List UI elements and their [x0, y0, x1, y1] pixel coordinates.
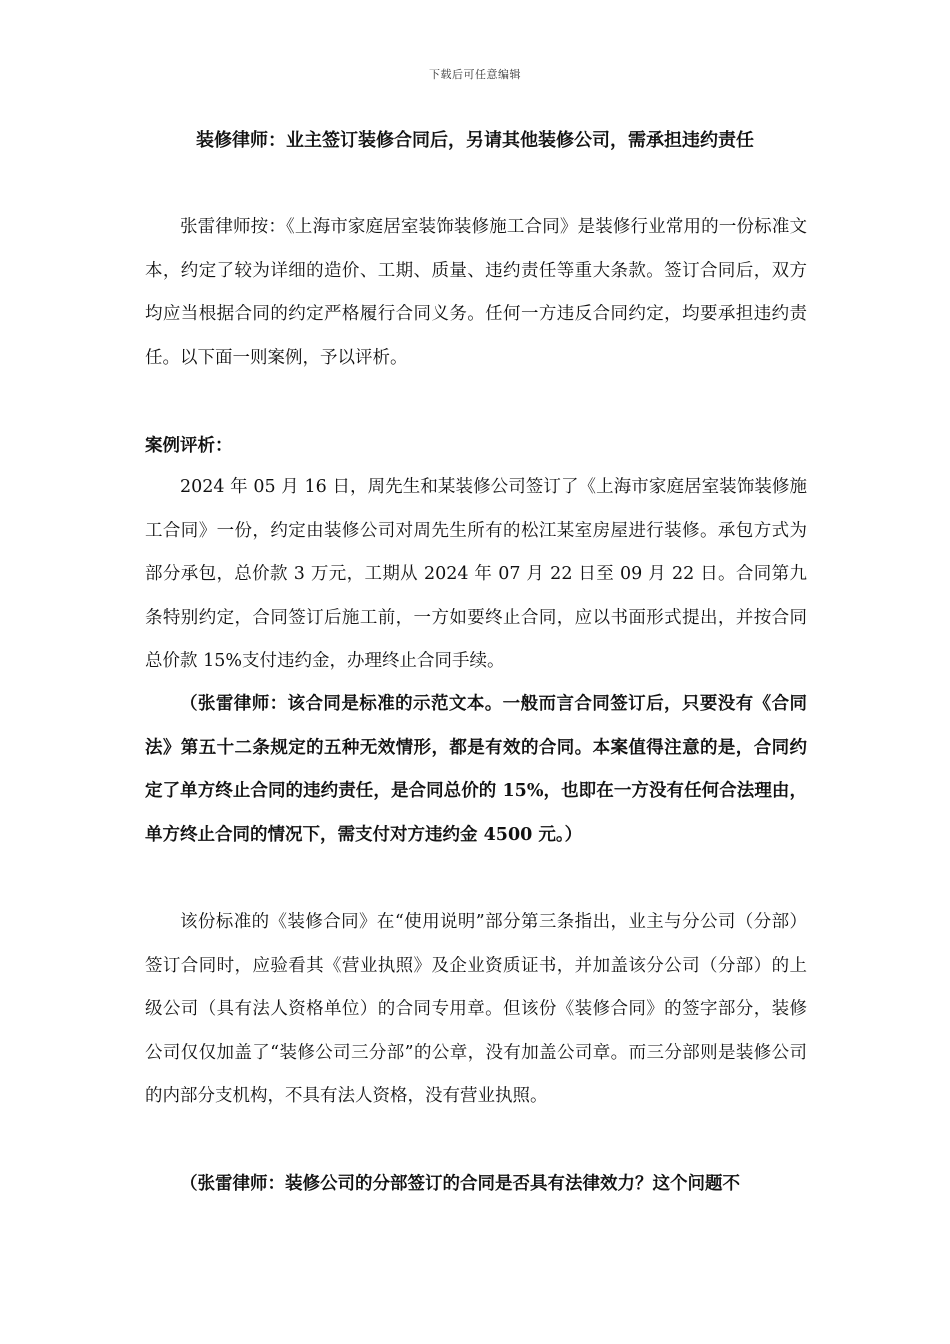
- document-title: 装修律师：业主签订装修合同后，另请其他装修公司，需承担违约责任: [196, 130, 754, 151]
- page-header: 下载后可任意编辑: [429, 68, 521, 81]
- intro-paragraph: 张雷律师按：《上海市家庭居室装饰装修施工合同》是装修行业常用的一份标准文本，约定了较为详细的造价、工期、质量、违约责任等重大条款。签订合同后，双方均应当根据合同的约定严格履行合同义务。任何一方违反合同约定，均要承担违约责任。以下面一则案例，予以评析。: [145, 217, 807, 368]
- section-heading: 案例评析：: [145, 436, 233, 456]
- lawyer-note-1: （张雷律师：该合同是标准的示范文本。一般而言合同签订后，只要没有《合同法》第五十二条规定的五种无效情形，都是有效的合同。本案值得注意的是，合同约定了单方终止合同的违约责任，是合同总价的 15%，也即在一方没有任何合法理由，单方终止合同的情况下，需支付对方违约金 4500 元。）: [145, 694, 807, 845]
- lawyer-note-2: （张雷律师：装修公司的分部签订的合同是否具有法律效力？这个问题不: [180, 1174, 740, 1194]
- contract-paragraph: 该份标准的《装修合同》在“使用说明”部分第三条指出，业主与分公司（分部）签订合同时，应验看其《营业执照》及企业资质证书，并加盖该分公司（分部）的上级公司（具有法人资格单位）的合同专用章。但该份《装修合同》的签字部分，装修公司仅仅加盖了“装修公司三分部”的公章，没有加盖公司章。而三分部则是装修公司的内部分支机构，不具有法人资格，没有营业执照。: [145, 912, 807, 1106]
- case-paragraph: 2024 年 05 月 16 日，周先生和某装修公司签订了《上海市家庭居室装饰装修施工合同》一份，约定由装修公司对周先生所有的松江某室房屋进行装修。承包方式为部分承包，总价款 3 万元，工期从 2024 年 07 月 22 日至 09 月 22 日。合同第九条特别约定，合同签订后施工前，一方如要终止合同，应以书面形式提出，并按合同总价款 15%支付违约金，办理终止合同手续。: [145, 477, 807, 671]
